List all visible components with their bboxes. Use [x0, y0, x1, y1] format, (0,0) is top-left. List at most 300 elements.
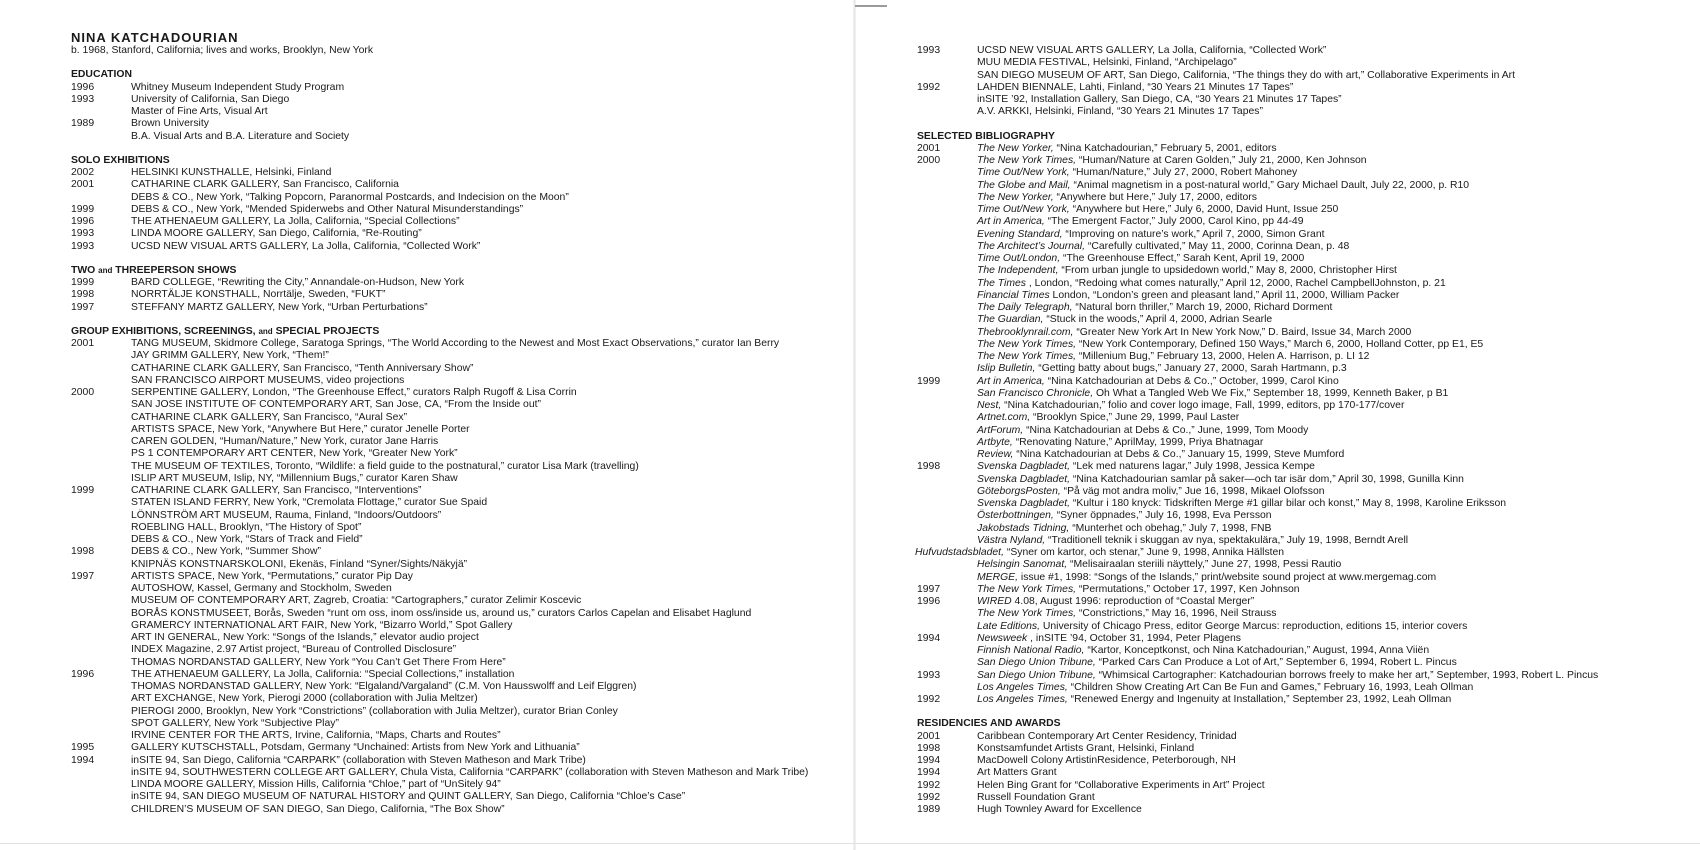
- entry-text: WIRED 4.08, August 1996: reproduction of “Coastal Merger”: [977, 596, 1255, 607]
- entry-year: 1999: [71, 277, 95, 288]
- publication-title: The Architect’s Journal,: [977, 240, 1085, 252]
- entry-text: CATHARINE CLARK GALLERY, San Francisco, “Tenth Anniversary Show”: [131, 362, 474, 374]
- cv-entry: [917, 486, 1697, 498]
- cv-entry: [917, 167, 1697, 179]
- cv-entry: [917, 767, 1697, 779]
- entry-text: SPOT GALLERY, New York “Subjective Play”: [131, 717, 339, 729]
- cv-entry: [917, 645, 1697, 657]
- cv-entry: [71, 693, 851, 705]
- cv-entry: [917, 229, 1697, 241]
- cv-entry: [917, 559, 1697, 571]
- cv-entry: [917, 621, 1697, 633]
- entry-year: [917, 216, 977, 228]
- cv-entry: [917, 461, 1697, 473]
- entry-year: [71, 399, 131, 411]
- entry-text: B.A. Visual Arts and B.A. Literature and Society: [131, 130, 350, 142]
- right-sections: [917, 45, 1697, 816]
- entry-year: [917, 339, 977, 351]
- entry-text: Hufvudstadsbladet, “Syner om kartor, och stenar,” June 9, 1998, Annika Hällsten: [915, 547, 1285, 558]
- cv-entry: [71, 448, 851, 460]
- cv-entry: [917, 363, 1697, 375]
- cv-entry: [917, 216, 1697, 228]
- entry-year: 1992: [917, 81, 941, 93]
- cv-entry: [71, 510, 851, 522]
- entry-text: Art in America, “The Emergent Factor,” July 2000, Carol Kino, pp 44-49: [977, 216, 1304, 228]
- entry-year: 2001: [917, 142, 941, 154]
- cv-entry: [71, 399, 851, 411]
- cv-entry: [917, 339, 1697, 351]
- entry-year: [71, 706, 131, 718]
- entry-year: 2002: [71, 167, 95, 178]
- cv-entry: [917, 474, 1697, 486]
- entry-text: SAN JOSE INSTITUTE OF CONTEMPORARY ART, San Jose, CA, “From the Inside out”: [131, 399, 541, 411]
- entry-text: GALLERY KUTSCHSTALL, Potsdam, Germany “Unchained: Artists from New York and Lithuania”: [131, 742, 580, 754]
- entry-year: [917, 498, 977, 510]
- publication-title: Newsweek: [977, 632, 1028, 644]
- entry-year: [71, 791, 131, 803]
- entry-text: DEBS & CO., New York, “Stars of Track and Field”: [131, 534, 363, 545]
- publication-title: WIRED: [977, 596, 1012, 607]
- entry-text: THOMAS NORDANSTAD GALLERY, New York: “Elgaland/Vargaland” (C.M. Von Hausswolff and Leif Elggren): [131, 681, 637, 692]
- publication-title: Finnish National Radio,: [977, 645, 1085, 656]
- cv-entry: [71, 669, 851, 681]
- entry-text: Master of Fine Arts, Visual Art: [131, 106, 268, 117]
- entry-text: Review, “Nina Katchadourian at Debs & Co.,” January 15, 1999, Steve Mumford: [977, 449, 1345, 460]
- cv-entry: [917, 314, 1697, 326]
- entry-text: San Francisco Chronicle, Oh What a Tangled Web We Fix,” September 18, 1999, Kenneth Baker, p B1: [977, 387, 1449, 399]
- cv-entry: [917, 376, 1697, 388]
- entry-text: Helsingin Sanomat, “Melisairaalan steriili näyttely,” June 27, 1998, Pessi Rautio: [977, 559, 1342, 571]
- entry-year: 1998: [71, 289, 95, 301]
- cv-entry: [917, 290, 1697, 302]
- entry-text: ISLIP ART MUSEUM, Islip, NY, “Millennium Bugs,” curator Karen Shaw: [131, 472, 458, 484]
- publication-title: Jakobstads Tidning,: [977, 522, 1070, 534]
- entry-text: THE ATHENAEUM GALLERY, La Jolla, California: “Special Collections,” installation: [131, 668, 515, 680]
- entry-year: 1994: [917, 755, 941, 766]
- entry-year: 1993: [917, 45, 941, 56]
- entry-year: 1998: [71, 546, 95, 558]
- entry-year: 2000: [917, 155, 941, 166]
- cv-entry: [71, 632, 851, 644]
- entry-text: ARTISTS SPACE, New York, “Permutations,” curator Pip Day: [131, 570, 413, 582]
- cv-entry: [71, 522, 851, 534]
- entry-year: [917, 192, 977, 204]
- entry-year: [917, 621, 977, 633]
- entry-year: [917, 572, 977, 584]
- entry-text: BORÅS KONSTMUSEET, Borås, Sweden “runt om oss, inom oss/inside us, around us,” curators Carlos Capelan and Elisabet Haglund: [131, 607, 752, 619]
- right-column: [917, 45, 1697, 816]
- publication-title: Thebrooklynrail.com,: [977, 326, 1074, 338]
- entry-year: [71, 448, 131, 460]
- entry-year: 1995: [71, 742, 95, 754]
- cv-entry: [71, 730, 851, 742]
- cv-section: [917, 718, 1697, 816]
- entry-text: Nest, “Nina Katchadourian,” folio and cover logo image, Fall, 1999, editors, pp 170-177/cover: [977, 400, 1405, 411]
- entry-text: AUTOSHOW, Kassel, Germany and Stockholm, Sweden: [131, 583, 392, 594]
- entry-year: [917, 559, 977, 571]
- entry-text: DEBS & CO., New York, “Mended Spiderwebs and Other Natural Misunderstandings”: [131, 203, 524, 215]
- entry-text: THE MUSEUM OF TEXTILES, Toronto, “Wildlife: a field guide to the postnatural,” curator Lisa Mark (travelling): [131, 460, 639, 472]
- cv-section: [917, 45, 1697, 119]
- cv-entry: [71, 779, 851, 791]
- entry-text: inSITE 94, SAN DIEGO MUSEUM OF NATURAL HISTORY and QUINT GALLERY, San Diego, California “Chloe’s Case”: [131, 791, 686, 803]
- entry-year: [71, 461, 131, 473]
- cv-entry: [917, 253, 1697, 265]
- entry-text: Finnish National Radio, “Kartor, Konceptkonst, och Nina Katchadourian,” August, 1994, Anna Viiën: [977, 645, 1430, 656]
- entry-text: Financial Times London, “London’s green and pleasant land,” April 11, 2000, William Packer: [977, 289, 1400, 301]
- entry-text: INDEX Magazine, 2.97 Artist project, “Bureau of Controlled Disclosure”: [131, 644, 457, 656]
- publication-title: Svenska Dagbladet,: [977, 473, 1070, 485]
- cv-entry: [71, 241, 851, 253]
- cv-entry: [917, 425, 1697, 437]
- cv-entry: [917, 547, 1697, 559]
- entry-year: [71, 583, 131, 595]
- entry-year: [917, 278, 977, 290]
- entry-year: [917, 167, 977, 179]
- publication-title: Helsingin Sanomat,: [977, 559, 1068, 571]
- entry-text: Caribbean Contemporary Art Center Residency, Trinidad: [977, 730, 1237, 742]
- entry-text: NORRTÄLJE KONSTHALL, Norrtälje, Sweden, “FUKT”: [131, 289, 386, 301]
- entry-text: CHILDREN’S MUSEUM OF SAN DIEGO, San Diego, California, “The Box Show”: [131, 803, 505, 815]
- entry-text: San Diego Union Tribune, “Whimsical Cartographer: Katchadourian borrows freely to make her art,” September, 1993, Robert L. Pincus: [977, 669, 1599, 681]
- publication-title: The New York Times,: [977, 338, 1077, 350]
- publication-title: San Diego Union Tribune,: [977, 669, 1096, 681]
- entry-text: Svenska Dagbladet, “Lek med naturens lagar,” July 1998, Jessica Kempe: [977, 461, 1315, 473]
- entry-text: Helen Bing Grant for “Collaborative Experiments in Art” Project: [977, 779, 1265, 791]
- entry-text: ART EXCHANGE, New York, Pierogi 2000 (collaboration with Julia Meltzer): [131, 693, 478, 705]
- entry-year: [917, 449, 977, 461]
- entry-year: [71, 473, 131, 485]
- publication-title: MERGE,: [977, 571, 1018, 583]
- cv-entry: [917, 155, 1697, 167]
- entry-year: 1999: [71, 485, 95, 496]
- cv-entry: [71, 608, 851, 620]
- cv-entry: [917, 437, 1697, 449]
- entry-text: THOMAS NORDANSTAD GALLERY, New York “You Can’t Get There From Here”: [131, 656, 506, 668]
- cv-entry: [71, 595, 851, 607]
- publication-title: Los Angeles Times,: [977, 694, 1068, 705]
- cv-entry: [71, 192, 851, 204]
- cv-entry: [71, 620, 851, 632]
- cv-entry: [71, 412, 851, 424]
- cv-section: [71, 69, 851, 143]
- cv-entry: [917, 523, 1697, 535]
- entry-year: [71, 718, 131, 730]
- cv-entry: [71, 228, 851, 240]
- entry-text: Jakobstads Tidning, “Munterhet och obehag,” July 7, 1998, FNB: [977, 522, 1272, 534]
- entry-text: Svenska Dagbladet, “Kultur i 180 knyck: Tidskriften Merge #1 gillar bilar och konst,” May 8, 1998, Karoline Eriksson: [977, 498, 1507, 509]
- cv-entry: [917, 106, 1697, 118]
- cv-entry: [71, 767, 851, 779]
- entry-year: [71, 424, 131, 436]
- entry-text: Los Angeles Times, “Renewed Energy and Ingenuity at Installation,” September 23, 1992, Leah Ollman: [977, 694, 1452, 705]
- section-title: RESIDENCIES AND AWARDS: [917, 718, 1061, 730]
- cv-entry: [917, 204, 1697, 216]
- publication-title: ArtForum,: [977, 424, 1024, 436]
- entry-text: The New York Times, “Permutations,” October 17, 1997, Ken Johnson: [977, 583, 1300, 595]
- cv-entry: [917, 584, 1697, 596]
- entry-year: [917, 204, 977, 216]
- publication-title: Svenska Dagbladet,: [977, 461, 1070, 473]
- entry-year: [917, 363, 977, 375]
- entry-year: [71, 436, 131, 448]
- publication-title: Los Angeles Times,: [977, 681, 1068, 693]
- cv-entry: [71, 216, 851, 228]
- entry-text: MERGE, issue #1, 1998: “Songs of the Islands,” print/website sound project at www.mergemag.com: [977, 571, 1437, 583]
- entry-year: [917, 412, 977, 424]
- cv-entry: [917, 755, 1697, 767]
- entry-year: 1999: [71, 203, 95, 215]
- entry-year: 1997: [917, 583, 941, 595]
- cv-entry: [917, 45, 1697, 57]
- cv-entry: [71, 804, 851, 816]
- section-title: SOLO EXHIBITIONS: [71, 154, 170, 166]
- entry-year: [917, 608, 977, 620]
- publication-title: Late Editions,: [977, 620, 1040, 632]
- entry-year: [71, 681, 131, 693]
- entry-year: 1989: [71, 118, 95, 130]
- cv-entry: [71, 82, 851, 94]
- entry-year: [917, 241, 977, 253]
- entry-year: [917, 314, 977, 326]
- entry-text: Svenska Dagbladet, “Nina Katchadourian samlar på saker—och tar isär dom,” April 30, 1998, Gunilla Kinn: [977, 473, 1464, 485]
- cv-entry: [71, 644, 851, 656]
- entry-text: The New York Times, “New York Contemporary, Defined 150 Ways,” March 6, 2000, Holland Cotter, pp E1, E5: [977, 338, 1484, 350]
- publication-title: Islip Bulletin,: [977, 363, 1036, 375]
- entry-text: Newsweek , inSITE ’94, October 31, 1994, Peter Plagens: [977, 632, 1241, 644]
- entry-text: San Diego Union Tribune, “Parked Cars Can Produce a Lot of Art,” September 6, 1994, Robert L. Pincus: [977, 657, 1457, 669]
- cv-entry: [917, 265, 1697, 277]
- cv-entry: [917, 670, 1697, 682]
- cv-entry: [917, 57, 1697, 69]
- entry-year: [71, 412, 131, 424]
- cv-entry: [917, 412, 1697, 424]
- cv-entry: [71, 436, 851, 448]
- cv-entry: [71, 94, 851, 106]
- cv-entry: [71, 559, 851, 571]
- cv-entry: [917, 302, 1697, 314]
- entry-year: 1994: [917, 632, 941, 644]
- cv-entry: [71, 791, 851, 803]
- publication-title: Time Out/New York,: [977, 204, 1070, 215]
- entry-year: 1993: [917, 669, 941, 681]
- cv-entry: [71, 718, 851, 730]
- cv-entry: [917, 94, 1697, 106]
- cv-entry: [71, 657, 851, 669]
- entry-year: [917, 535, 977, 547]
- entry-text: CAREN GOLDEN, “Human/Nature,” New York, curator Jane Harris: [131, 436, 439, 447]
- cv-entry: [917, 535, 1697, 547]
- cv-entry: [71, 350, 851, 362]
- entry-text: STATEN ISLAND FERRY, New York, “Cremolata Flottage,” curator Sue Spaid: [131, 497, 488, 509]
- cv-entry: [917, 743, 1697, 755]
- entry-text: Russell Foundation Grant: [977, 791, 1095, 803]
- publication-title: The New Yorker,: [977, 191, 1054, 203]
- entry-year: [917, 388, 977, 400]
- publication-title: Art in America,: [977, 375, 1045, 387]
- cv-entry: [71, 302, 851, 314]
- artist-bio: b. 1968, Stanford, California; lives and works, Brooklyn, New York: [71, 45, 374, 56]
- cv-entry: [71, 424, 851, 436]
- entry-year: 1996: [71, 216, 95, 227]
- entry-text: The New York Times, “Human/Nature at Caren Golden,” July 21, 2000, Ken Johnson: [977, 155, 1367, 166]
- entry-text: ART IN GENERAL, New York: “Songs of the Islands,” elevator audio project: [131, 632, 479, 643]
- entry-year: [71, 559, 131, 571]
- entry-text: PS 1 CONTEMPORARY ART CENTER, New York, “Greater New York”: [131, 448, 458, 460]
- entry-year: 1993: [71, 93, 95, 105]
- entry-year: [71, 363, 131, 375]
- left-sections: [71, 69, 851, 816]
- entry-year: [917, 327, 977, 339]
- cv-entry: [917, 804, 1697, 816]
- entry-text: UCSD NEW VISUAL ARTS GALLERY, La Jolla, California, “Collected Work”: [131, 240, 481, 252]
- entry-year: [917, 290, 977, 302]
- entry-text: The Independent, “From urban jungle to upsidedown world,” May 8, 2000, Christopher Hirst: [977, 265, 1397, 277]
- entry-text: CATHARINE CLARK GALLERY, San Francisco, “Interventions”: [131, 485, 422, 496]
- publication-title: Artnet.com,: [977, 412, 1031, 424]
- entry-year: [917, 265, 977, 277]
- entry-year: [917, 645, 977, 657]
- entry-text: inSITE 94, SOUTHWESTERN COLLEGE ART GALLERY, Chula Vista, California “CARPARK” (collaboration with Steven Matheson and Mark Tribe): [131, 766, 809, 778]
- entry-text: Islip Bulletin, “Getting batty about bugs,” January 27, 2000, Sarah Hartmann, p.3: [977, 363, 1347, 375]
- cv-section: [71, 326, 851, 816]
- cv-entry: [917, 498, 1697, 510]
- publication-title: The Globe and Mail,: [977, 179, 1071, 191]
- entry-text: KNIPNÄS KONSTNARSKOLONI, Ekenäs, Finland “Syner/Sights/Näkyjä”: [131, 558, 468, 570]
- cv-section: [71, 265, 851, 314]
- entry-year: [917, 180, 977, 192]
- entry-text: Art in America, “Nina Katchadourian at Debs & Co.,” October, 1999, Carol Kino: [977, 375, 1339, 387]
- entry-text: TANG MUSEUM, Skidmore College, Saratoga Springs, “The World According to the Newest and Most Exact Observations,” curator Ian Berry: [131, 338, 780, 349]
- cv-entry: [71, 706, 851, 718]
- cv-entry: [71, 277, 851, 289]
- publication-title: Time Out/London,: [977, 253, 1061, 264]
- publication-title: Review,: [977, 449, 1014, 460]
- publication-title: Time Out/New York,: [977, 167, 1070, 179]
- entry-text: DEBS & CO., New York, “Talking Popcorn, Paranormal Postcards, and Indecision on the Moon”: [131, 191, 569, 203]
- cv-entry: [71, 289, 851, 301]
- publication-title: The Independent,: [977, 265, 1059, 277]
- entry-year: [917, 351, 977, 363]
- entry-text: The Globe and Mail, “Animal magnetism in a post-natural world,” Gary Michael Dault, July 22, 2000, p. R10: [977, 179, 1470, 191]
- cv-entry: [917, 327, 1697, 339]
- entry-text: LINDA MOORE GALLERY, Mission Hills, California “Chloe,” part of “UnSitely 94”: [131, 779, 501, 790]
- publication-title: Art in America,: [977, 216, 1045, 228]
- cv-entry: [71, 497, 851, 509]
- publication-title: San Francisco Chronicle,: [977, 387, 1094, 399]
- cv-entry: [71, 118, 851, 130]
- entry-text: SAN DIEGO MUSEUM OF ART, San Diego, California, “The things they do with art,” Collaborative Experiments in Art: [977, 69, 1516, 81]
- entry-year: 2001: [917, 730, 941, 742]
- entry-year: [71, 620, 131, 632]
- entry-text: Artbyte, “Renovating Nature,” AprilMay, 1999, Priya Bhatnagar: [977, 436, 1264, 448]
- entry-year: [917, 253, 977, 265]
- publication-title: Västra Nyland,: [977, 534, 1046, 546]
- section-title-part: GROUP EXHIBITIONS, SCREENINGS,: [71, 325, 259, 337]
- right-page: [856, 0, 1700, 850]
- bottom-line: [0, 843, 1700, 844]
- publication-title: The Daily Telegraph,: [977, 302, 1073, 313]
- entry-text: Evening Standard, “Improving on nature’s work,” April 7, 2000, Simon Grant: [977, 228, 1325, 240]
- publication-title: The New York Times,: [977, 608, 1077, 620]
- entry-year: [71, 804, 131, 816]
- entry-year: [71, 730, 131, 742]
- entry-text: The Times , London, “Redoing what comes naturally,” April 12, 2000, Rachel CampbellJohnston, p. 21: [977, 277, 1446, 289]
- entry-text: LÖNNSTRÖM ART MUSEUM, Rauma, Finland, “Indoors/Outdoors”: [131, 509, 442, 521]
- entry-year: 1993: [71, 228, 95, 240]
- entry-year: 1996: [917, 596, 941, 607]
- entry-year: [71, 497, 131, 509]
- entry-year: [71, 779, 131, 791]
- entry-text: ROEBLING HALL, Brooklyn, “The History of Spot”: [131, 521, 362, 533]
- entry-year: [917, 400, 977, 412]
- entry-text: The New York Times, “Millenium Bug,” February 13, 2000, Helen A. Harrison, p. LI 12: [977, 351, 1370, 362]
- entry-text: University of California, San Diego: [131, 93, 290, 105]
- entry-year: [71, 657, 131, 669]
- entry-year: [71, 510, 131, 522]
- entry-year: [917, 70, 977, 82]
- entry-text: GöteborgsPosten, “På väg mot andra moliv,” Jue 16, 1998, Mikael Olofsson: [977, 485, 1325, 497]
- cv-entry: [917, 596, 1697, 608]
- cv-entry: [71, 534, 851, 546]
- entry-year: 1993: [71, 240, 95, 252]
- entry-text: CATHARINE CLARK GALLERY, San Francisco, “Aural Sex”: [131, 411, 408, 423]
- cv-entry: [71, 755, 851, 767]
- cv-section: [917, 131, 1697, 707]
- cv-entry: [71, 546, 851, 558]
- cv-entry: [71, 387, 851, 399]
- section-title-part: and: [98, 265, 113, 275]
- entry-text: UCSD NEW VISUAL ARTS GALLERY, La Jolla, California, “Collected Work”: [977, 45, 1327, 56]
- cv-entry: [71, 167, 851, 179]
- entry-text: Los Angeles Times, “Children Show Creating Art Can Be Fun and Games,” February 16, 1993, Leah Ollman: [977, 681, 1474, 693]
- cv-entry: [71, 106, 851, 118]
- cv-entry: [917, 780, 1697, 792]
- section-title-part: TWO: [71, 264, 99, 276]
- cv-entry: [917, 241, 1697, 253]
- publication-title: The New York Times,: [977, 351, 1077, 362]
- entry-year: [71, 595, 131, 607]
- cv-entry: [917, 143, 1697, 155]
- entry-year: 1996: [71, 668, 95, 680]
- entry-year: [917, 510, 977, 522]
- entry-text: SAN FRANCISCO AIRPORT MUSEUMS, video projections: [131, 374, 405, 386]
- publication-title: The New Yorker,: [977, 142, 1054, 154]
- publication-title: The Guardian,: [977, 314, 1044, 326]
- cv-entry: [917, 449, 1697, 461]
- cv-entry: [71, 179, 851, 191]
- entry-text: Artnet.com, “Brooklyn Spice,” June 29, 1999, Paul Laster: [977, 412, 1240, 424]
- cv-entry: [917, 510, 1697, 522]
- entry-year: 1994: [71, 754, 95, 766]
- section-title-part: SPECIAL PROJECTS: [272, 325, 380, 337]
- cv-entry: [71, 131, 851, 143]
- section-title: [71, 326, 851, 338]
- entry-text: Late Editions, University of Chicago Press, editor George Marcus: reproduction, editions 15, interior covers: [977, 620, 1468, 632]
- entry-year: [917, 425, 977, 437]
- cv-entry: [917, 278, 1697, 290]
- publication-title: Österbottningen,: [977, 510, 1054, 522]
- entry-text: Time Out/New York, “Human/Nature,” July 27, 2000, Robert Mahoney: [977, 167, 1298, 179]
- entry-text: HELSINKI KUNSTHALLE, Helsinki, Finland: [131, 167, 332, 178]
- publication-title: Nest,: [977, 400, 1002, 411]
- entry-year: 1994: [917, 767, 941, 779]
- entry-text: The New Yorker, “Nina Katchadourian,” February 5, 2001, editors: [977, 142, 1277, 154]
- entry-text: The New York Times, “Constrictions,” May 16, 1996, Neil Strauss: [977, 608, 1277, 620]
- entry-text: MUSEUM OF CONTEMPORARY ART, Zagreb, Croatia: “Cartographers,” curator Zelimir Koscevic: [131, 595, 582, 607]
- cv-entry: [71, 363, 851, 375]
- publication-title: The Times: [977, 277, 1026, 289]
